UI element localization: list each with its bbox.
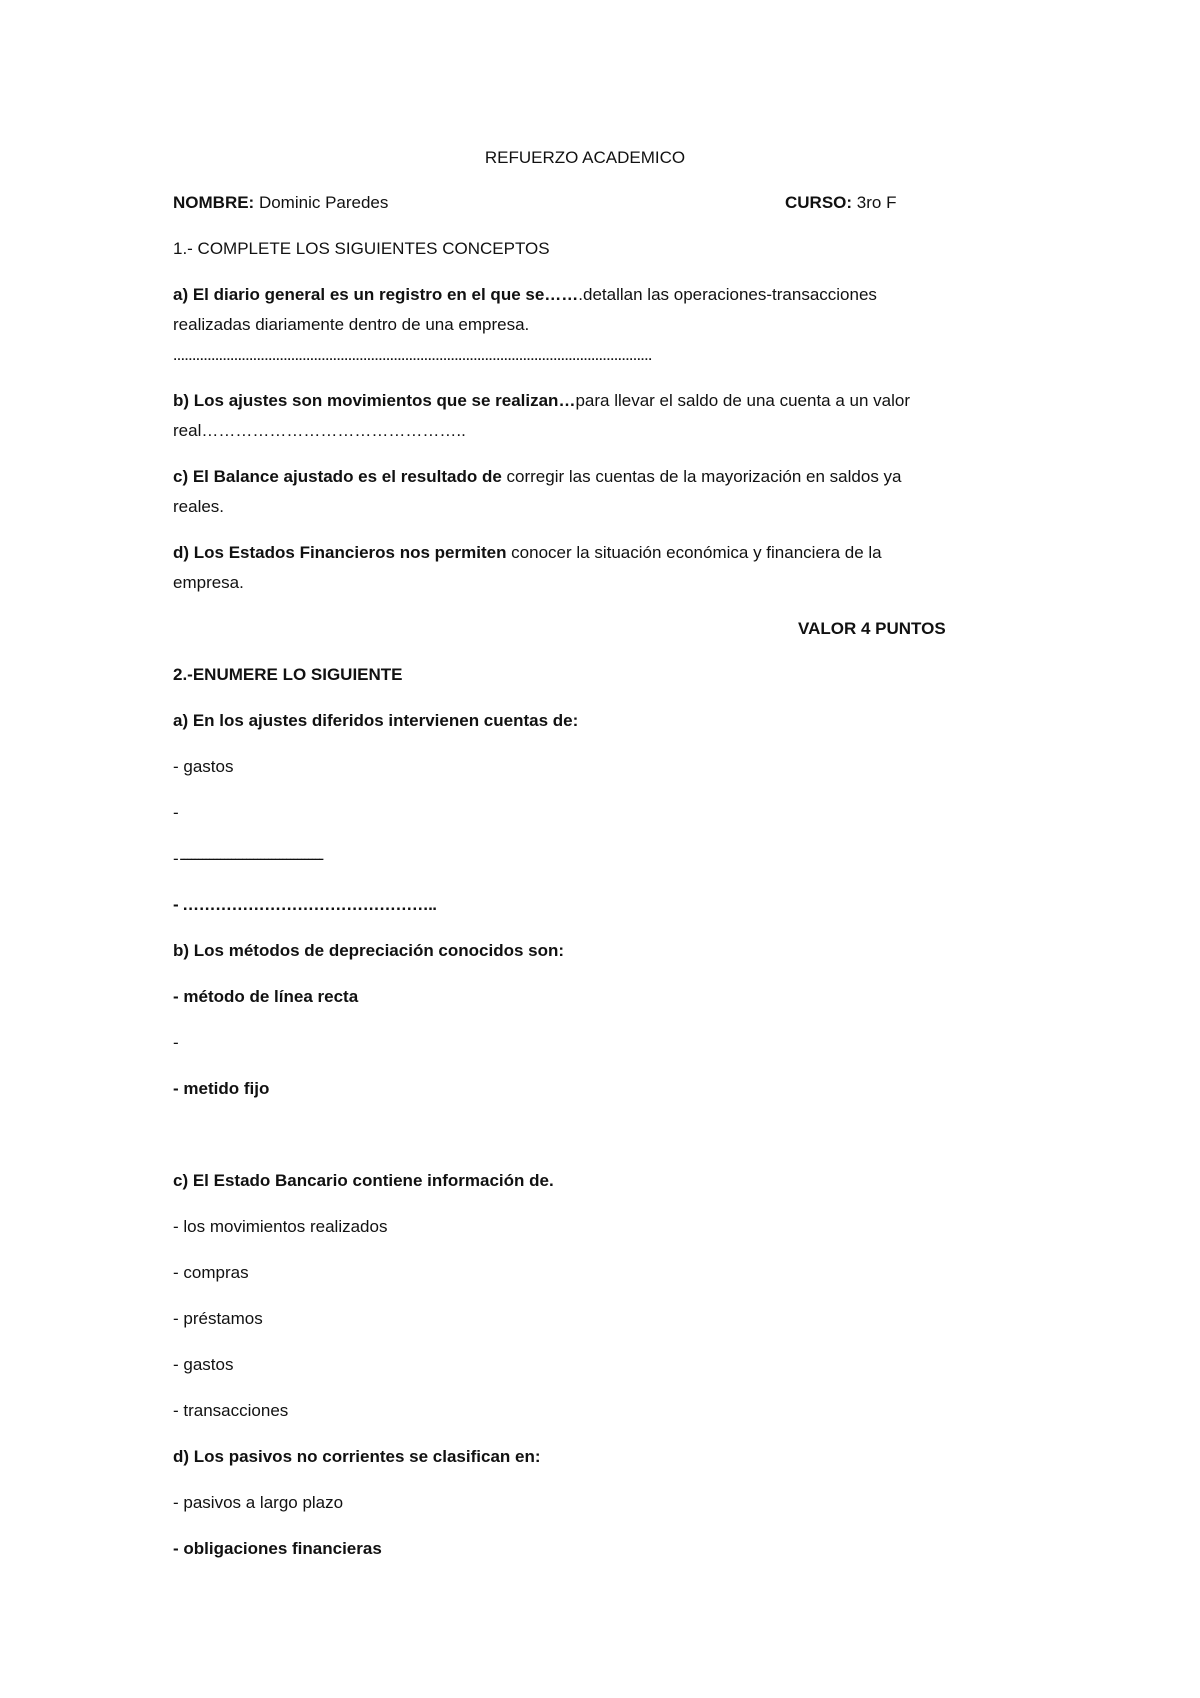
section1-d-answer1: conocer la situación económica y financiera de la (506, 543, 882, 562)
section1-a-prompt: a) El diario general es un registro en el que se…… (173, 285, 579, 304)
section1-b-answer1: para llevar el saldo de una cuenta a un valor (575, 391, 911, 410)
section2-c-item: - transacciones (173, 1401, 289, 1420)
section2-c-item: - gastos (173, 1355, 234, 1374)
section2-b-item: - método de línea recta (173, 987, 359, 1006)
section2-d-prompt: d) Los pasivos no corrientes se clasifican en: (173, 1447, 541, 1466)
document-title: REFUERZO ACADEMICO (484, 148, 686, 167)
curso-value: 3ro F (852, 193, 897, 212)
student-name-line (173, 192, 897, 214)
section2-a-item: - gastos (173, 757, 234, 776)
section2-d-item: - obligaciones financieras (173, 1539, 382, 1558)
section1-c-line1 (173, 466, 902, 488)
section2-d-item: - pasivos a largo plazo (173, 1493, 344, 1512)
section2-c-prompt: c) El Estado Bancario contiene información de. (173, 1171, 554, 1190)
section1-c-answer1: corregir las cuentas de la mayorización en saldos ya (501, 467, 902, 486)
section2-b-item: - metido fijo (173, 1079, 270, 1098)
section2-a-item: - (173, 803, 179, 822)
section1-a-line1 (173, 284, 877, 306)
section2-heading: 2.-ENUMERE LO SIGUIENTE (173, 665, 403, 684)
section2-a-prompt: a) En los ajustes diferidos intervienen cuentas de: (173, 711, 579, 730)
section2-b-prompt: b) Los métodos de depreciación conocidos son: (173, 941, 565, 960)
section1-c-prompt: c) El Balance ajustado es el resultado de (173, 467, 502, 486)
curso-label: CURSO: (785, 193, 853, 212)
section1-heading: 1.- COMPLETE LOS SIGUIENTES CONCEPTOS (173, 239, 550, 258)
section1-d-line1 (173, 542, 882, 564)
section1-d-answer2: empresa. (173, 573, 244, 592)
section2-c-item: - compras (173, 1263, 249, 1282)
section1-valor: VALOR 4 PUNTOS (798, 619, 946, 638)
section2-a-item: - ……………………………………….. (173, 895, 437, 914)
section1-b-prompt: b) Los ajustes son movimientos que se realizan… (173, 391, 576, 410)
section2-c-item: - préstamos (173, 1309, 263, 1328)
section1-a-answer2: realizadas diariamente dentro de una empresa. (173, 315, 530, 334)
nombre-label: NOMBRE: (173, 193, 255, 212)
section2-c-item: - los movimientos realizados (173, 1217, 388, 1236)
section1-b-answer2: real……………………………………….. (173, 421, 466, 440)
section1-d-prompt: d) Los Estados Financieros nos permiten (173, 543, 507, 562)
section2-b-item: - (173, 1033, 179, 1052)
section1-a-dots: ……………………………………………………………………………………………………………… (173, 349, 652, 363)
section1-b-line1 (173, 390, 910, 412)
nombre-value: Dominic Paredes (254, 193, 389, 212)
section1-a-answer1: .detallan las operaciones-transacciones (578, 285, 877, 304)
section2-a-item: - --------------------------------------- (173, 849, 323, 868)
curso-field (785, 192, 896, 214)
section1-c-answer2: reales. (173, 497, 225, 516)
